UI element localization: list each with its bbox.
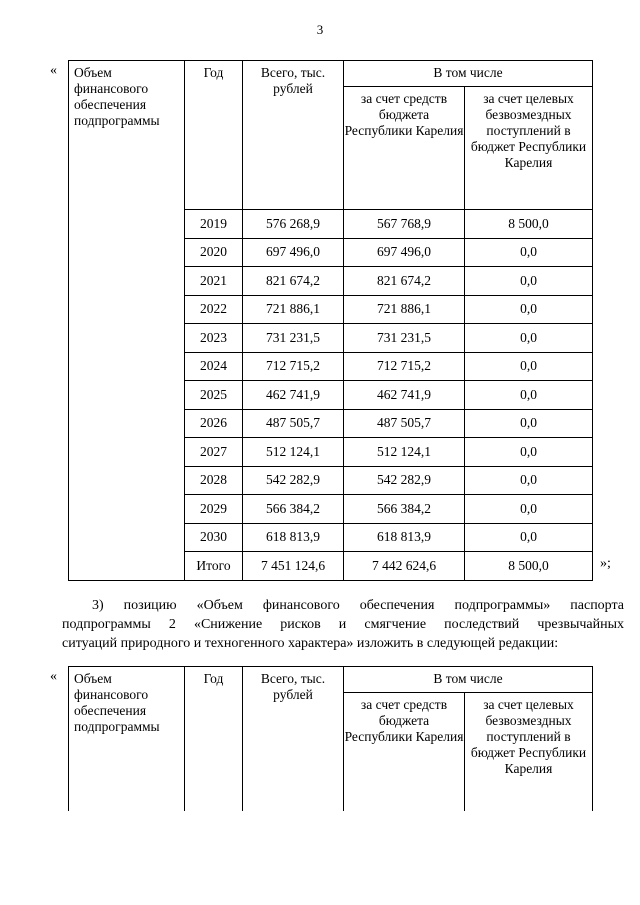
total-cell: 512 124,1 (243, 438, 344, 467)
budget-cell: 567 768,9 (344, 210, 465, 239)
opening-quote-1: « (50, 63, 57, 78)
year-cell: 2022 (185, 295, 243, 324)
budget-cell: 462 741,9 (344, 381, 465, 410)
year-header-2: Год (185, 667, 243, 812)
gratuitous-cell: 0,0 (465, 466, 593, 495)
gratuitous-header: за счет целевых безвозмездных поступлений в бюджет Республики Карелия (465, 87, 593, 210)
including-header-2: В том числе (344, 667, 593, 693)
budget-cell: 821 674,2 (344, 267, 465, 296)
total-cell: 618 813,9 (243, 523, 344, 552)
total-cell: 712 715,2 (243, 352, 344, 381)
gratuitous-cell: 8 500,0 (465, 552, 593, 581)
gratuitous-cell: 0,0 (465, 352, 593, 381)
gratuitous-cell: 0,0 (465, 523, 593, 552)
gratuitous-cell: 0,0 (465, 381, 593, 410)
gratuitous-cell: 8 500,0 (465, 210, 593, 239)
total-cell: 731 231,5 (243, 324, 344, 353)
financing-table-1 (68, 60, 593, 581)
total-cell: 462 741,9 (243, 381, 344, 410)
total-cell: 542 282,9 (243, 466, 344, 495)
gratuitous-cell: 0,0 (465, 324, 593, 353)
including-header: В том числе (344, 61, 593, 87)
year-cell: 2023 (185, 324, 243, 353)
amendment-paragraph (62, 596, 624, 653)
total-cell: 697 496,0 (243, 238, 344, 267)
gratuitous-header-2: за счет целевых безвозмездных поступлений в бюджет Республики Карелия (465, 693, 593, 812)
gratuitous-cell: 0,0 (465, 409, 593, 438)
opening-quote-2: « (50, 669, 57, 684)
gratuitous-cell: 0,0 (465, 267, 593, 296)
total-cell: 566 384,2 (243, 495, 344, 524)
year-cell: 2029 (185, 495, 243, 524)
financing-table-2 (68, 666, 593, 811)
year-cell: 2025 (185, 381, 243, 410)
year-cell: 2030 (185, 523, 243, 552)
financing-volume-label-2: Объем финансового обеспечения подпрограммы (69, 667, 185, 812)
gratuitous-cell: 0,0 (465, 495, 593, 524)
year-cell: 2019 (185, 210, 243, 239)
year-cell: 2028 (185, 466, 243, 495)
total-cell: 7 451 124,6 (243, 552, 344, 581)
total-cell: 487 505,7 (243, 409, 344, 438)
year-header: Год (185, 61, 243, 210)
gratuitous-cell: 0,0 (465, 238, 593, 267)
budget-cell: 618 813,9 (344, 523, 465, 552)
budget-cell: 721 886,1 (344, 295, 465, 324)
paragraph-line-1: 3) позицию «Объем финансового обеспечения подпрограммы» паспорта (92, 598, 624, 613)
total-header: Всего, тыс. рублей (243, 61, 344, 210)
budget-cell: 7 442 624,6 (344, 552, 465, 581)
year-cell: 2026 (185, 409, 243, 438)
budget-cell: 512 124,1 (344, 438, 465, 467)
year-cell: 2021 (185, 267, 243, 296)
closing-quote: »; (600, 556, 611, 571)
budget-header-2: за счет средств бюджета Республики Карелия (344, 693, 465, 812)
budget-cell: 487 505,7 (344, 409, 465, 438)
page-number: 3 (316, 22, 324, 37)
year-cell: 2027 (185, 438, 243, 467)
financing-volume-label: Объем финансового обеспечения подпрограммы (69, 61, 185, 581)
budget-cell: 712 715,2 (344, 352, 465, 381)
budget-cell: 542 282,9 (344, 466, 465, 495)
budget-cell: 697 496,0 (344, 238, 465, 267)
total-cell: 721 886,1 (243, 295, 344, 324)
total-cell: 576 268,9 (243, 210, 344, 239)
gratuitous-cell: 0,0 (465, 438, 593, 467)
total-header-2: Всего, тыс. рублей (243, 667, 344, 812)
year-cell: 2024 (185, 352, 243, 381)
paragraph-line-3: ситуаций природного и техногенного характера» изложить в следующей редакции: (62, 636, 559, 651)
budget-header: за счет средств бюджета Республики Карелия (344, 87, 465, 210)
paragraph-line-2: подпрограммы 2 «Снижение рисков и смягчение последствий чрезвычайных (62, 617, 624, 632)
year-cell: 2020 (185, 238, 243, 267)
gratuitous-cell: 0,0 (465, 295, 593, 324)
budget-cell: 731 231,5 (344, 324, 465, 353)
budget-cell: 566 384,2 (344, 495, 465, 524)
year-cell: Итого (185, 552, 243, 581)
total-cell: 821 674,2 (243, 267, 344, 296)
